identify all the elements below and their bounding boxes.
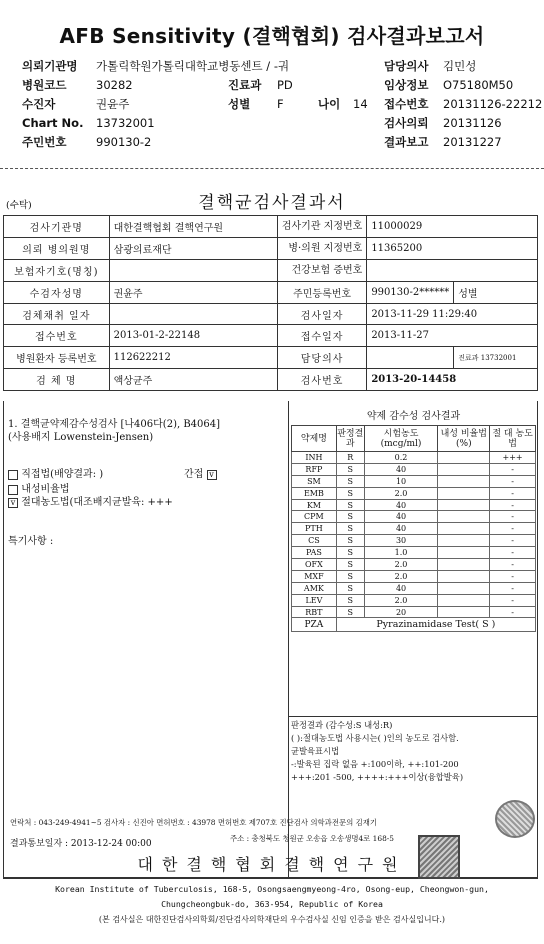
value-department: PD	[277, 78, 293, 92]
absolute-method-label: 절대농도법(대조배지균발육: +++	[21, 497, 173, 508]
label-hospital-designation: 병·의원 지정번호	[277, 237, 366, 259]
legend-note: 판정결과 (감수성:S 내성:R)	[291, 720, 393, 730]
drug-absolute: -	[490, 594, 536, 606]
drug-name: EMB	[292, 487, 337, 499]
value-doctor: 김민성	[443, 59, 477, 73]
label-collection-date: 검체채취 일자	[4, 303, 110, 325]
direct-method-label: 직접법(배양결과: )	[21, 469, 104, 480]
certification-note: (본 검사실은 대한진단검사의학회/진단검사의학재단의 우수검사실 신임 인증을 받은 검사실입니다.)	[98, 915, 446, 924]
label-lab: 검사기관명	[4, 216, 110, 238]
value-lab-code: 11000029	[367, 216, 538, 238]
label-doctor: 담당의사	[384, 59, 429, 73]
label-sex: 성별	[228, 97, 251, 111]
drug-row	[292, 523, 536, 535]
drug-concentration: 2.0	[364, 570, 438, 582]
header-row	[22, 76, 537, 94]
consignment-tag: (수탁)	[6, 200, 32, 211]
drug-absolute: -	[490, 547, 536, 559]
value-clinical-info: O75180M50	[443, 78, 514, 92]
drug-name: INH	[292, 452, 337, 464]
drug-concentration: 0.2	[364, 452, 438, 464]
drug-name: MXF	[292, 570, 337, 582]
drug-ratio	[438, 452, 490, 464]
drug-concentration: 40	[364, 582, 438, 594]
ratio-method-label: 내성비율법	[21, 484, 70, 495]
label-hospital-code: 병원코드	[22, 78, 67, 92]
label-insurer: 보험자기호(명칭)	[4, 259, 110, 281]
drug-name: PAS	[292, 547, 337, 559]
report-info-table	[3, 215, 538, 391]
drug-absolute: -	[490, 511, 536, 523]
drug-row	[292, 499, 536, 511]
drug-row	[292, 511, 536, 523]
label-rrn: 주민번호	[22, 135, 67, 149]
susceptibility-table	[291, 425, 536, 632]
drug-row	[292, 606, 536, 618]
label-test-number: 검사번호	[277, 369, 366, 391]
label-specimen: 검 체 명	[4, 369, 110, 391]
value-test-number: 2013-20-14458	[367, 369, 538, 391]
drug-concentration: 2.0	[364, 487, 438, 499]
col-ratio: 내성 비율법(%)	[438, 426, 490, 452]
value-hospital-code: 30282	[96, 78, 133, 92]
drug-concentration: 20	[364, 606, 438, 618]
value-result-report: 20131227	[443, 135, 502, 149]
header-row	[22, 57, 537, 75]
label-health-insurance: 건강보험 증번호	[277, 259, 366, 281]
drug-name: SM	[292, 475, 337, 487]
label-age: 나이	[318, 97, 341, 111]
label-patient: 수진자	[22, 97, 56, 111]
value-specimen: 액상균주	[109, 369, 277, 391]
drug-result: S	[336, 463, 364, 475]
value-health-insurance	[367, 259, 538, 281]
drug-ratio	[438, 570, 490, 582]
value-test-date: 2013-11-29 11:29:40	[367, 303, 538, 325]
drug-absolute: -	[490, 606, 536, 618]
culture-medium: (사용배지 Lowenstein-Jensen)	[8, 432, 154, 443]
value-test-request: 20131126	[443, 116, 502, 130]
drug-row	[292, 582, 536, 594]
drug-name: CPM	[292, 511, 337, 523]
drug-concentration: 10	[364, 475, 438, 487]
drug-absolute: -	[490, 570, 536, 582]
drug-concentration: 1.0	[364, 547, 438, 559]
contact-line: 연락처 : 043-249-4941~5 검사자 : 신진아 면허번호 : 43978 면허번호 제707호 진단검사 의학과전문의 김재기	[10, 818, 378, 827]
drug-row	[292, 487, 536, 499]
drug-result: S	[336, 523, 364, 535]
tb-report-title: 결핵균검사결과서	[198, 193, 346, 213]
header-row	[22, 114, 537, 132]
notes-divider	[289, 716, 538, 717]
drug-concentration: 2.0	[364, 594, 438, 606]
value-receipt-date: 2013-11-27	[367, 325, 538, 347]
test-method-panel	[3, 401, 289, 878]
label-hospital-registration: 병원환자 등록번호	[4, 347, 110, 369]
round-seal-icon	[495, 800, 535, 838]
drug-concentration: 2.0	[364, 559, 438, 571]
drug-name: RBT	[292, 606, 337, 618]
label-attending-doctor: 담당의사	[277, 347, 366, 369]
absolute-checkbox: v	[8, 498, 18, 508]
header-info	[22, 57, 543, 152]
drug-result: S	[336, 606, 364, 618]
drug-absolute: -	[490, 535, 536, 547]
drug-result: S	[336, 559, 364, 571]
address-line: 주소 : 충청북도 청원군 오송읍 오송생명4로 168-5	[230, 834, 394, 843]
drug-concentration: 40	[364, 463, 438, 475]
value-hospital-registration: 112622212	[109, 347, 277, 369]
label-receipt: 접수번호	[4, 325, 110, 347]
drug-name: AMK	[292, 582, 337, 594]
drug-result: S	[336, 594, 364, 606]
test-method: 1. 결핵균약제감수성검사 [나406다(2), B4064]	[8, 419, 221, 430]
drug-name: RFP	[292, 463, 337, 475]
drug-concentration: 40	[364, 499, 438, 511]
drug-ratio	[438, 594, 490, 606]
label-department: 진료과	[228, 78, 262, 92]
value-receipt-number: 20131126-22212	[443, 97, 543, 111]
susceptibility-header	[292, 426, 536, 452]
label-receipt-number: 접수번호	[384, 97, 429, 111]
legend-note: ( ):절대농도법 사용시는( )인의 농도로 검사함.	[291, 733, 459, 743]
label-resident-number: 주민등록번호	[277, 281, 366, 303]
drug-ratio	[438, 511, 490, 523]
label-chart-no: Chart No.	[22, 116, 84, 130]
drug-result: S	[336, 582, 364, 594]
value-receipt: 2013-01-2-22148	[109, 325, 277, 347]
indirect-method-label: 간접	[184, 469, 204, 480]
drug-ratio	[438, 535, 490, 547]
drug-ratio	[438, 463, 490, 475]
label-requesting-institution: 의뢰기관명	[22, 59, 78, 73]
organization-korean: 대한결핵협회결핵연구원	[137, 855, 407, 874]
drug-ratio	[438, 582, 490, 594]
drug-name: LEV	[292, 594, 337, 606]
label-sex-2: 성별	[454, 281, 538, 303]
drug-absolute: -	[490, 559, 536, 571]
drug-ratio	[438, 606, 490, 618]
drug-result: S	[336, 499, 364, 511]
organization-address-en-1: Korean Institute of Tuberculosis, 168-5, Osongsaengmyeong-4ro, Osong-eup, Cheongwon-gun,	[55, 884, 489, 894]
value-sex: F	[277, 97, 284, 111]
drug-row	[292, 547, 536, 559]
value-age: 14	[353, 97, 368, 111]
value-patient-name: 권윤주	[109, 281, 277, 303]
drug-ratio	[438, 487, 490, 499]
label-patient-name: 수검자성명	[4, 281, 110, 303]
drug-ratio	[438, 523, 490, 535]
legend-notes	[291, 719, 463, 784]
col-drug: 약제명	[292, 426, 337, 452]
drug-row	[292, 463, 536, 475]
label-test-request: 검사의뢰	[384, 116, 429, 130]
square-seal-icon	[418, 835, 460, 879]
drug-row	[292, 535, 536, 547]
drug-name: OFX	[292, 559, 337, 571]
col-concentration: 시험농도 (mcg/ml)	[364, 426, 438, 452]
drug-row	[292, 475, 536, 487]
drug-row	[292, 594, 536, 606]
drug-concentration: 40	[364, 511, 438, 523]
value-lab: 대한결핵협회 결핵연구원	[109, 216, 277, 238]
label-requesting-hospital: 의뢰 병의원명	[4, 237, 110, 259]
drug-row	[292, 570, 536, 582]
col-absolute: 절 대 농도법	[490, 426, 536, 452]
pza-value: Pyrazinamidase Test( S )	[336, 618, 535, 632]
drug-row	[292, 559, 536, 571]
label-clinical-info: 임상정보	[384, 78, 429, 92]
value-resident-number: 990130-2******	[367, 281, 454, 303]
drug-concentration: 40	[364, 523, 438, 535]
drug-result: S	[336, 547, 364, 559]
drug-name: KM	[292, 499, 337, 511]
label-lab-code: 검사기관 지정번호	[277, 216, 366, 238]
drug-absolute: -	[490, 487, 536, 499]
drug-absolute: +++	[490, 452, 536, 464]
pza-label: PZA	[292, 618, 337, 632]
drug-absolute: -	[490, 463, 536, 475]
drug-row	[292, 452, 536, 464]
drug-result: S	[336, 487, 364, 499]
drug-result: S	[336, 570, 364, 582]
label-test-date: 검사일자	[277, 303, 366, 325]
report-date-line: 결과통보일자 : 2013-12-24 00:00	[10, 839, 152, 849]
label-result-report: 결과보고	[384, 135, 429, 149]
report-title: AFB Sensitivity (결핵협회) 검사결과보고서	[59, 24, 485, 48]
drug-absolute: -	[490, 475, 536, 487]
drug-ratio	[438, 499, 490, 511]
drug-absolute: -	[490, 582, 536, 594]
value-patient: 권윤주	[96, 97, 130, 111]
drug-name: CS	[292, 535, 337, 547]
drug-concentration: 30	[364, 535, 438, 547]
value-requesting-institution: 가톨릭학원가톨릭대학교병동센트 / -궈	[96, 59, 290, 73]
col-result: 판정결과	[336, 426, 364, 452]
value-collection-date	[109, 303, 277, 325]
remarks-label: 특기사항 :	[8, 536, 54, 547]
direct-checkbox	[8, 470, 18, 480]
label-dept: 진료과	[458, 353, 479, 362]
value-chart-no: 13732001	[96, 116, 155, 130]
value-dept-code: 13732001	[480, 353, 517, 362]
legend-note: +++:201 -500, ++++:+++이상(융합발육)	[291, 772, 464, 782]
drug-ratio	[438, 547, 490, 559]
value-requesting-hospital: 삼광의료재단	[109, 237, 277, 259]
header-row	[22, 95, 543, 113]
value-hospital-designation: 11365200	[367, 237, 538, 259]
header-row	[22, 133, 537, 151]
drug-absolute: -	[490, 499, 536, 511]
legend-note: -:발육된 집락 없음 +:100이하, ++:101-200	[291, 759, 459, 769]
legend-note: 균발육표시법	[291, 746, 340, 756]
drug-result: S	[336, 475, 364, 487]
value-rrn: 990130-2	[96, 135, 152, 149]
value-insurer	[109, 259, 277, 281]
drug-result: S	[336, 535, 364, 547]
label-receipt-date: 접수일자	[277, 325, 366, 347]
susceptibility-title: 약제 감수성 검사결과	[366, 411, 461, 422]
drug-result: R	[336, 452, 364, 464]
drug-name: PTH	[292, 523, 337, 535]
drug-result: S	[336, 511, 364, 523]
value-attending-doctor	[367, 347, 454, 369]
indirect-checkbox: v	[207, 470, 217, 480]
organization-address-en-2: Chungcheongbuk-do, 363-954, Republic of Korea	[161, 899, 383, 909]
drug-ratio	[438, 559, 490, 571]
drug-ratio	[438, 475, 490, 487]
drug-absolute: -	[490, 523, 536, 535]
